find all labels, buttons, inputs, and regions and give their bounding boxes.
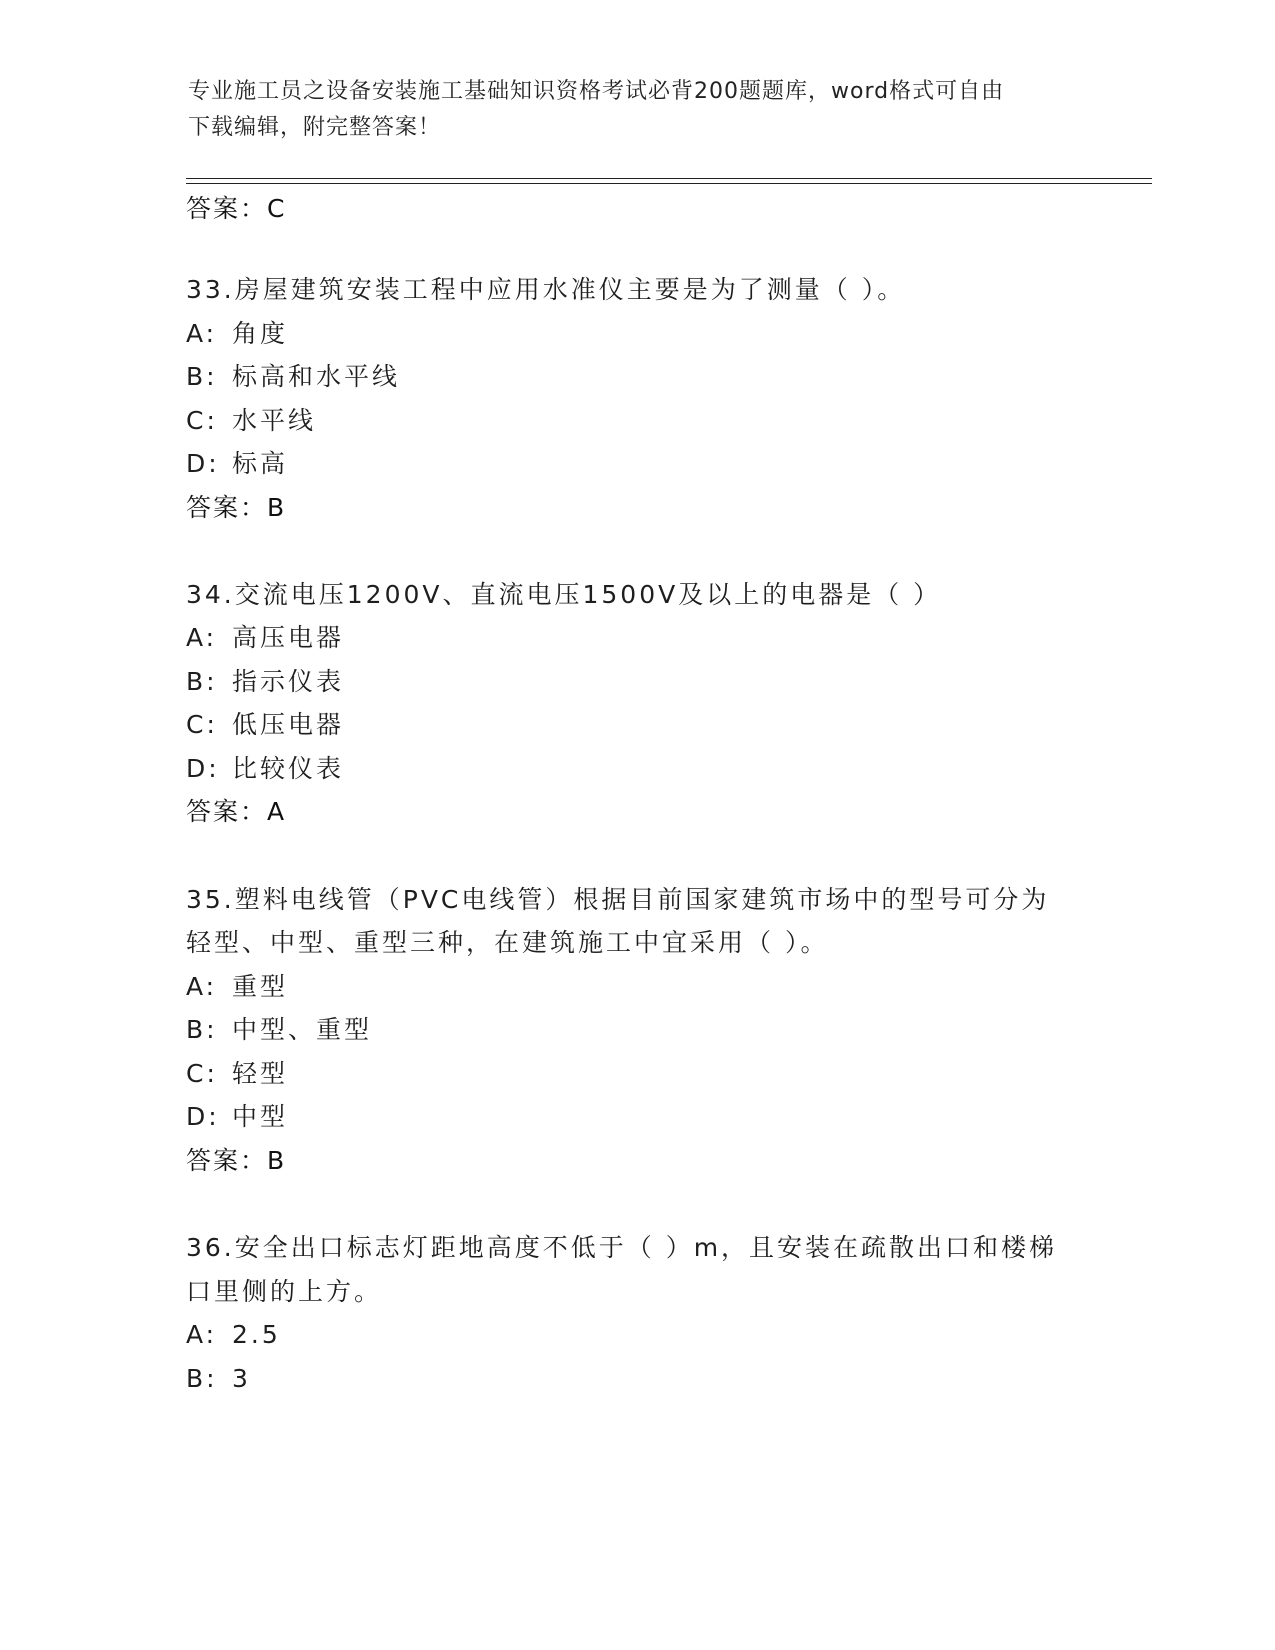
question-35-option-c (186, 1058, 288, 1090)
option-letter: B: (186, 667, 218, 696)
option-text: 2.5 (232, 1320, 281, 1349)
header-line-1: 专业施工员之设备安装施工基础知识资格考试必背200题题库，word格式可自由 (188, 79, 1005, 104)
header-divider-top (186, 178, 1152, 179)
question-33-answer: 答案：B (186, 493, 287, 522)
question-35-answer: 答案：B (186, 1146, 287, 1175)
option-text: 轻型 (232, 1059, 289, 1088)
option-text: 3 (232, 1364, 251, 1393)
option-letter: C: (186, 406, 218, 435)
question-36-stem-line-2: 口里侧的上方。 (186, 1277, 383, 1306)
question-36-option-b (186, 1363, 251, 1395)
question-35-stem-line-2: 轻型、中型、重型三种，在建筑施工中宜采用（ ）。 (186, 928, 829, 957)
question-34-option-c (186, 709, 344, 741)
option-letter: D: (186, 754, 220, 783)
option-letter: A: (186, 1320, 218, 1349)
question-36-stem-line-1: 36.安全出口标志灯距地高度不低于（ ）m，且安装在疏散出口和楼梯 (186, 1233, 1058, 1262)
option-letter: C: (186, 1059, 218, 1088)
option-text: 角度 (232, 319, 289, 348)
option-letter: B: (186, 1015, 218, 1044)
question-33-option-b (186, 361, 400, 393)
option-text: 低压电器 (232, 710, 345, 739)
document-header (188, 74, 1088, 146)
option-text: 中型、重型 (232, 1015, 373, 1044)
option-text: 重型 (232, 972, 289, 1001)
option-text: 中型 (232, 1102, 289, 1131)
header-divider-bottom (186, 183, 1152, 184)
question-34-option-a (186, 622, 344, 654)
option-letter: B: (186, 362, 218, 391)
question-36-option-a (186, 1319, 281, 1351)
option-letter: A: (186, 972, 218, 1001)
option-letter: A: (186, 319, 218, 348)
previous-answer: 答案：C (186, 194, 287, 223)
option-letter: D: (186, 1102, 220, 1131)
option-letter: A: (186, 623, 218, 652)
question-34-stem-line-1: 34.交流电压1200V、直流电压1500V及以上的电器是（ ） (186, 580, 942, 609)
option-text: 高压电器 (232, 623, 345, 652)
header-line-2: 下载编辑，附完整答案！ (188, 115, 442, 140)
option-text: 指示仪表 (232, 667, 345, 696)
question-34-option-b (186, 666, 344, 698)
question-34-option-d (186, 753, 344, 785)
option-letter: B: (186, 1364, 218, 1393)
option-text: 比较仪表 (232, 754, 345, 783)
question-35-option-d (186, 1101, 288, 1133)
question-35-option-b (186, 1014, 372, 1046)
option-text: 标高 (232, 449, 289, 478)
question-34-answer: 答案：A (186, 797, 287, 826)
question-33-option-c (186, 405, 316, 437)
option-text: 水平线 (232, 406, 317, 435)
option-letter: D: (186, 449, 220, 478)
question-35-option-a (186, 971, 288, 1003)
option-text: 标高和水平线 (232, 362, 401, 391)
option-letter: C: (186, 710, 218, 739)
question-35-stem-line-1: 35.塑料电线管（PVC电线管）根据目前国家建筑市场中的型号可分为 (186, 885, 1050, 914)
question-33-option-a (186, 318, 288, 350)
question-33-stem-line-1: 33.房屋建筑安装工程中应用水准仪主要是为了测量（ ）。 (186, 275, 906, 304)
question-33-option-d (186, 448, 288, 480)
